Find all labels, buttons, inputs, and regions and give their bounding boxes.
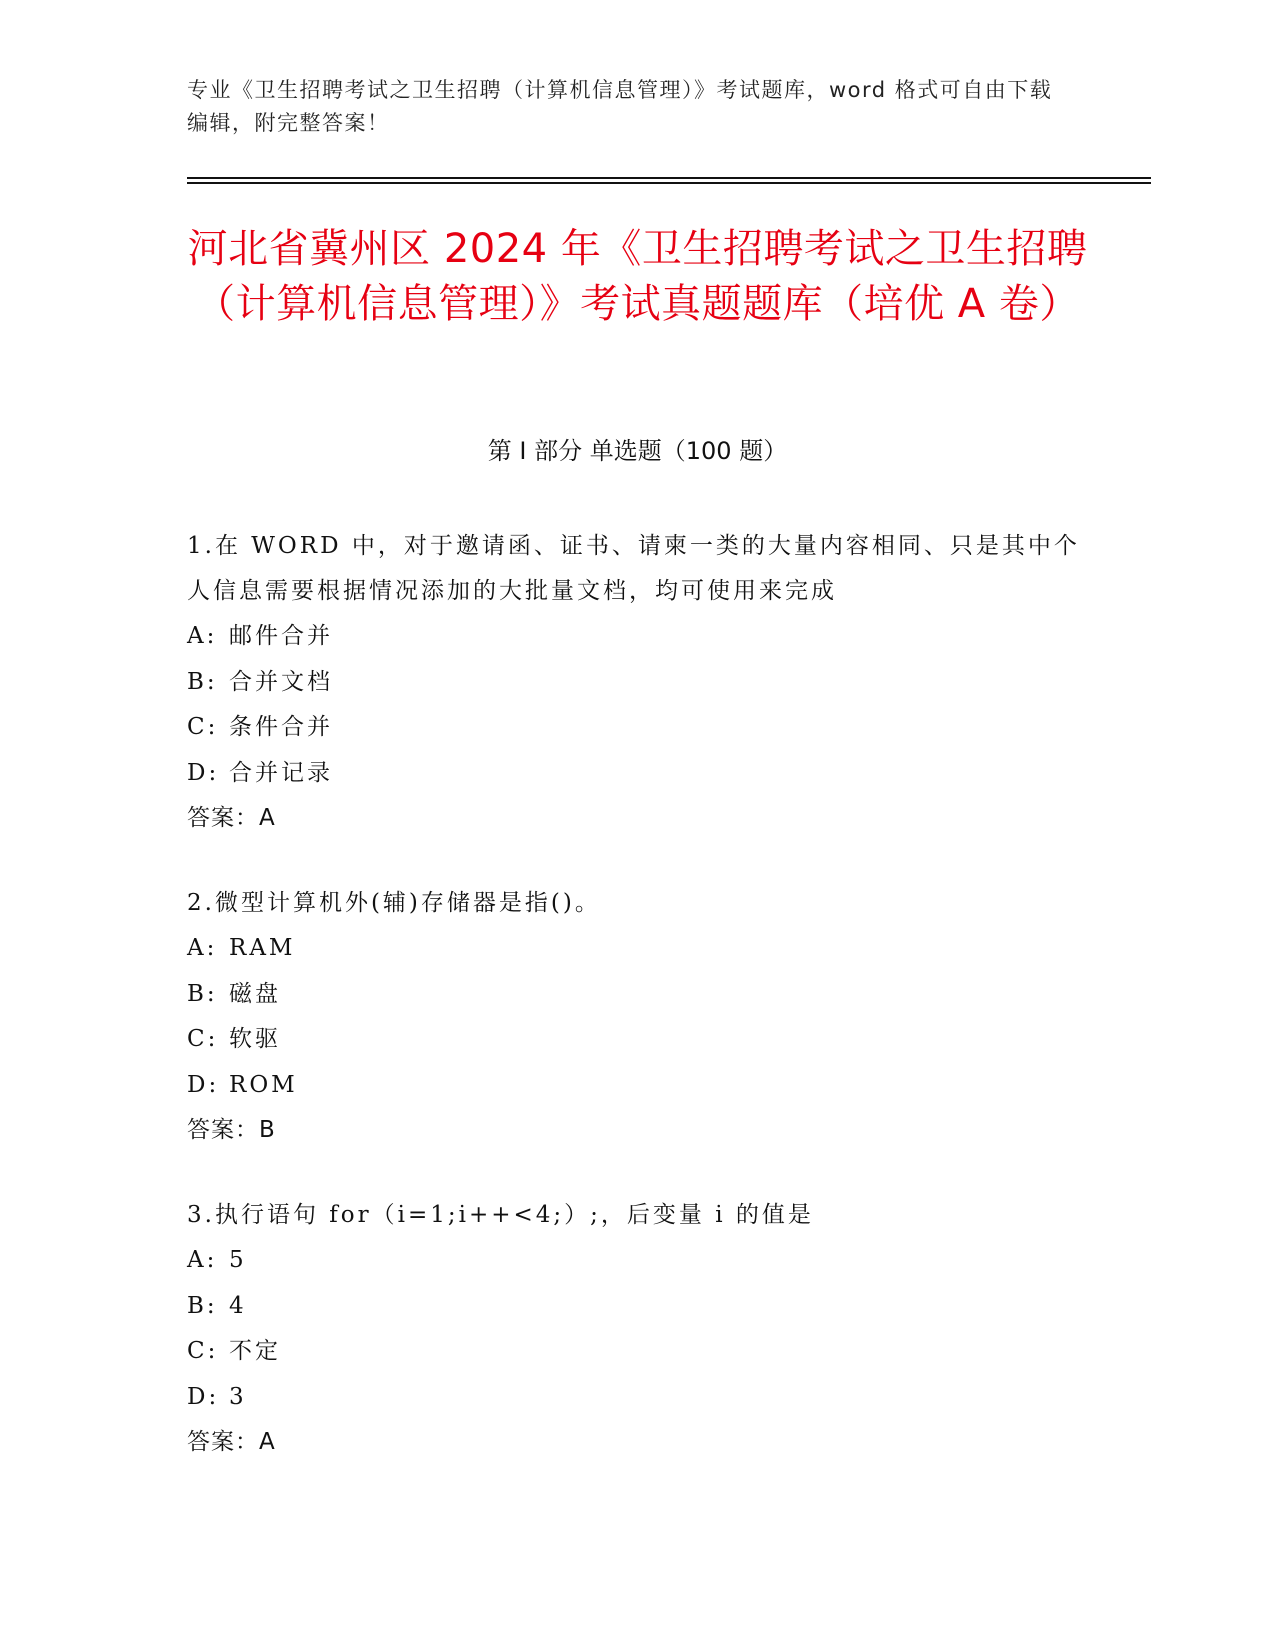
option-key: D: xyxy=(187,759,220,786)
option-text: 磁盘 xyxy=(229,980,281,1007)
option-a xyxy=(187,614,1087,660)
option-key: A: xyxy=(187,623,218,649)
option-text: RAM xyxy=(229,935,296,961)
option-text: 不定 xyxy=(229,1338,281,1364)
document-title: 河北省冀州区 2024 年《卫生招聘考试之卫生招聘（计算机信息管理）》考试真题题库（培优 A 卷） xyxy=(187,226,1088,327)
question-item xyxy=(187,881,1087,1153)
question-stem: 3.执行语句 for（i=1;i++<4;）;，后变量 i 的值是 xyxy=(187,1202,814,1228)
option-text: 邮件合并 xyxy=(229,623,333,649)
option-key: B: xyxy=(187,980,218,1007)
answer-label: 答案： xyxy=(187,1429,259,1455)
answer-label: 答案： xyxy=(187,805,259,831)
option-key: C: xyxy=(187,1338,219,1364)
option-key: C: xyxy=(187,714,219,740)
answer-line xyxy=(187,796,1087,841)
option-b xyxy=(187,1284,1087,1330)
option-c xyxy=(187,1017,1087,1063)
question-item xyxy=(187,524,1087,841)
option-text: 合并文档 xyxy=(229,668,333,695)
option-key: D: xyxy=(187,1383,220,1410)
question-stem: 1.在 WORD 中，对于邀请函、证书、请柬一类的大量内容相同、只是其中个人信息需要根据情况添加的大批量文档，均可使用来完成 xyxy=(187,533,1080,604)
option-key: D: xyxy=(187,1071,220,1098)
option-text: 3 xyxy=(229,1383,247,1410)
answer-value: A xyxy=(259,1429,276,1455)
answer-line xyxy=(187,1420,1087,1465)
option-key: A: xyxy=(187,935,218,961)
question-stem: 2.微型计算机外(辅)存储器是指()。 xyxy=(187,890,601,916)
option-text: 合并记录 xyxy=(229,759,333,786)
section-title: 第 I 部分 单选题（100 题） xyxy=(487,437,788,465)
option-b xyxy=(187,972,1087,1018)
option-d xyxy=(187,1063,1087,1109)
header-divider-bottom xyxy=(187,182,1151,184)
option-a xyxy=(187,1238,1087,1284)
option-b xyxy=(187,660,1087,706)
option-a xyxy=(187,926,1087,972)
option-key: B: xyxy=(187,1292,218,1319)
answer-line xyxy=(187,1108,1087,1153)
question-list xyxy=(187,524,1087,1465)
header-divider-top xyxy=(187,177,1151,179)
option-text: 软驱 xyxy=(229,1026,281,1052)
option-text: ROM xyxy=(229,1071,298,1098)
header-note: 专业《卫生招聘考试之卫生招聘（计算机信息管理）》考试题库，word 格式可自由下载编辑，附完整答案！ xyxy=(187,78,1053,135)
answer-label: 答案： xyxy=(187,1117,259,1143)
option-key: B: xyxy=(187,668,218,695)
answer-value: B xyxy=(259,1117,276,1143)
option-d xyxy=(187,751,1087,797)
option-text: 4 xyxy=(229,1292,247,1319)
option-text: 条件合并 xyxy=(229,714,333,740)
option-c xyxy=(187,1329,1087,1375)
option-text: 5 xyxy=(229,1247,247,1273)
option-key: A: xyxy=(187,1247,218,1273)
option-d xyxy=(187,1375,1087,1421)
question-item xyxy=(187,1193,1087,1465)
answer-value: A xyxy=(259,805,276,831)
option-c xyxy=(187,705,1087,751)
option-key: C: xyxy=(187,1026,219,1052)
